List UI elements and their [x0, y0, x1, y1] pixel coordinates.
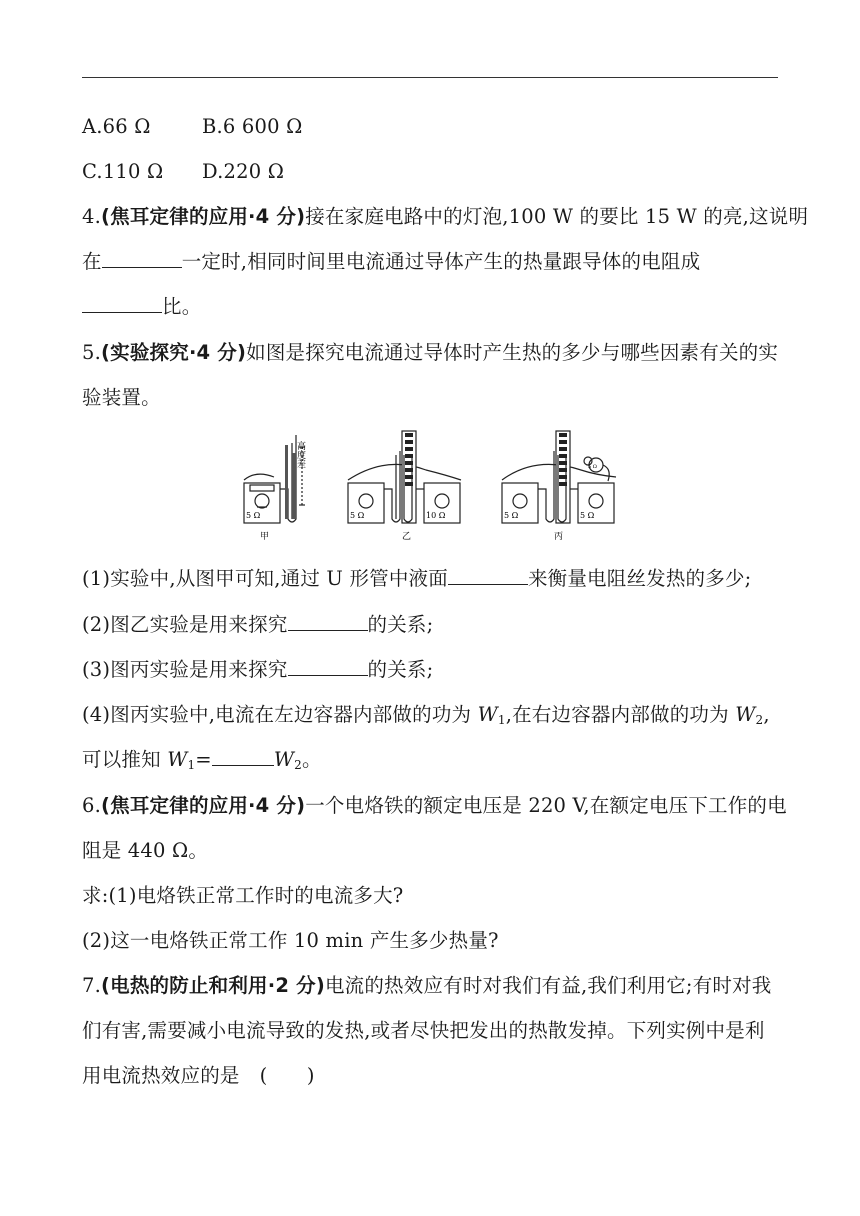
q6-open-paren: (: [101, 794, 111, 817]
q7-text-3: 用电流热效应的是: [82, 1064, 240, 1087]
q5-p4b: ,在右边容器内部做的功为: [505, 703, 736, 726]
q7-number: 7.: [82, 974, 102, 997]
height-diff-label: 高度差: [295, 441, 305, 468]
q5-p4c: ,: [763, 703, 770, 726]
q7-close-paren: ): [315, 974, 325, 997]
q7-text-2: 们有害,需要减小电流导致的发热,或者尽快把发出的热散发掉。下列实例中是利: [82, 1019, 765, 1042]
q6-text-1: 一个电烙铁的额定电压是 220 V,在额定电压下工作的电: [305, 794, 787, 817]
q4-line-3: [82, 294, 201, 320]
q6-tag: 焦耳定律的应用·4 分: [110, 794, 297, 817]
q5-text-2: 验装置。: [82, 386, 161, 409]
q5-w1-b: W: [167, 748, 188, 771]
q4-text-1: 接在家庭电路中的灯泡,100 W 的要比 15 W 的亮,这说明: [305, 205, 809, 228]
q5-open-paren: (: [101, 341, 111, 364]
q5-p3a: (3)图丙实验是用来探究: [82, 658, 288, 681]
q6-ask-1-text: 求:(1)电烙铁正常工作时的电流多大?: [82, 884, 404, 907]
apparatus-yi: [348, 431, 461, 523]
bing-label: 丙: [554, 532, 564, 542]
q4-number: 4.: [82, 205, 102, 228]
q6-text-2: 阻是 440 Ω。: [82, 839, 209, 862]
q5-p2b: 的关系;: [367, 613, 434, 636]
q5-part-4: [82, 702, 770, 728]
q5-p5a: 可以推知: [82, 748, 168, 771]
q5-line-2: [82, 385, 161, 411]
q5-p5c: 。: [301, 748, 322, 771]
q4-text-3: 比。: [162, 295, 202, 318]
options-row-2: [82, 159, 284, 185]
bing-outer-resistor-label: 5 Ω: [588, 464, 597, 470]
q5-p5b: =: [195, 748, 212, 771]
q5-p2a: (2)图乙实验是用来探究: [82, 613, 288, 636]
q5-p1b: 来衡量电阻丝发热的多少;: [527, 567, 752, 590]
header-rule: [82, 77, 778, 78]
q5-part-1: [82, 566, 751, 592]
q6-line-1: [82, 793, 787, 819]
q5-text-1: 如图是探究电流通过导体时产生热的多少与哪些因素有关的实: [246, 341, 779, 364]
q5-w2-b-sub: 2: [294, 758, 302, 772]
q5-blank-4[interactable]: [212, 747, 274, 766]
yi-left-resistor-label: 5 Ω: [350, 511, 365, 520]
option-b[interactable]: B.6 600 Ω: [202, 115, 303, 138]
q5-part-2: [82, 612, 433, 638]
q5-w1-b-sub: 1: [187, 758, 196, 772]
q7-line-1: [82, 973, 772, 999]
q7-open-paren: (: [101, 974, 111, 997]
q7-text-1: 电流的热效应有时对我们有益,我们利用它;有时对我: [324, 974, 772, 997]
option-c[interactable]: C.110 Ω: [82, 160, 164, 183]
option-a[interactable]: A.66 Ω: [82, 115, 151, 138]
yi-label: 乙: [402, 532, 412, 542]
q5-w2-sub: 2: [755, 713, 764, 727]
q5-w1-sub: 1: [497, 713, 506, 727]
jia-resistor-label: 5 Ω: [246, 511, 261, 520]
q7-answer-paren[interactable]: ( ): [259, 1064, 315, 1087]
q5-w2: W: [735, 703, 756, 726]
q5-p3b: 的关系;: [367, 658, 434, 681]
q5-line-1: [82, 340, 778, 366]
q5-tag: 实验探究·4 分: [110, 341, 238, 364]
q6-number: 6.: [82, 794, 102, 817]
q4-line-2: [82, 249, 700, 275]
q5-blank-2[interactable]: [288, 612, 368, 631]
q5-number: 5.: [82, 341, 102, 364]
q6-line-2: [82, 838, 208, 864]
q5-p1a: (1)实验中,从图甲可知,通过 U 形管中液面: [82, 567, 448, 590]
bing-right-resistor-label: 5 Ω: [580, 511, 595, 520]
option-d[interactable]: D.220 Ω: [202, 160, 285, 183]
q4-text-2b: 一定时,相同时间里电流通过导体产生的热量跟导体的电阻成: [181, 250, 701, 273]
jia-label: 甲: [260, 532, 270, 542]
bing-left-resistor-label: 5 Ω: [504, 511, 519, 520]
q4-open-paren: (: [101, 205, 111, 228]
q7-line-3: [82, 1063, 315, 1089]
q4-line-1: [82, 204, 808, 230]
q6-ask-2-text: (2)这一电烙铁正常工作 10 min 产生多少热量?: [82, 929, 499, 952]
q4-tag: 焦耳定律的应用·4 分: [110, 205, 297, 228]
q7-line-2: [82, 1018, 765, 1044]
q6-ask-2: [82, 928, 499, 954]
experiment-figure: [236, 425, 631, 545]
q7-tag: 电热的防止和利用·2 分: [110, 974, 316, 997]
q5-w2-b: W: [273, 748, 295, 771]
q4-blank-1[interactable]: [102, 249, 182, 268]
q5-blank-3[interactable]: [288, 657, 368, 676]
q4-close-paren: ): [296, 205, 306, 228]
q4-text-2a: 在: [82, 250, 102, 273]
q5-w1: W: [477, 703, 498, 726]
options-row-1: [82, 114, 303, 140]
q5-part-3: [82, 657, 433, 683]
yi-right-resistor-label: 10 Ω: [426, 511, 446, 520]
q5-part-5: [82, 747, 322, 773]
q4-blank-2[interactable]: [82, 294, 162, 313]
q5-blank-1[interactable]: [448, 566, 528, 585]
q6-ask-1: [82, 883, 403, 909]
q5-close-paren: ): [237, 341, 247, 364]
q6-close-paren: ): [296, 794, 306, 817]
q5-p4a: (4)图丙实验中,电流在左边容器内部做的功为: [82, 703, 478, 726]
